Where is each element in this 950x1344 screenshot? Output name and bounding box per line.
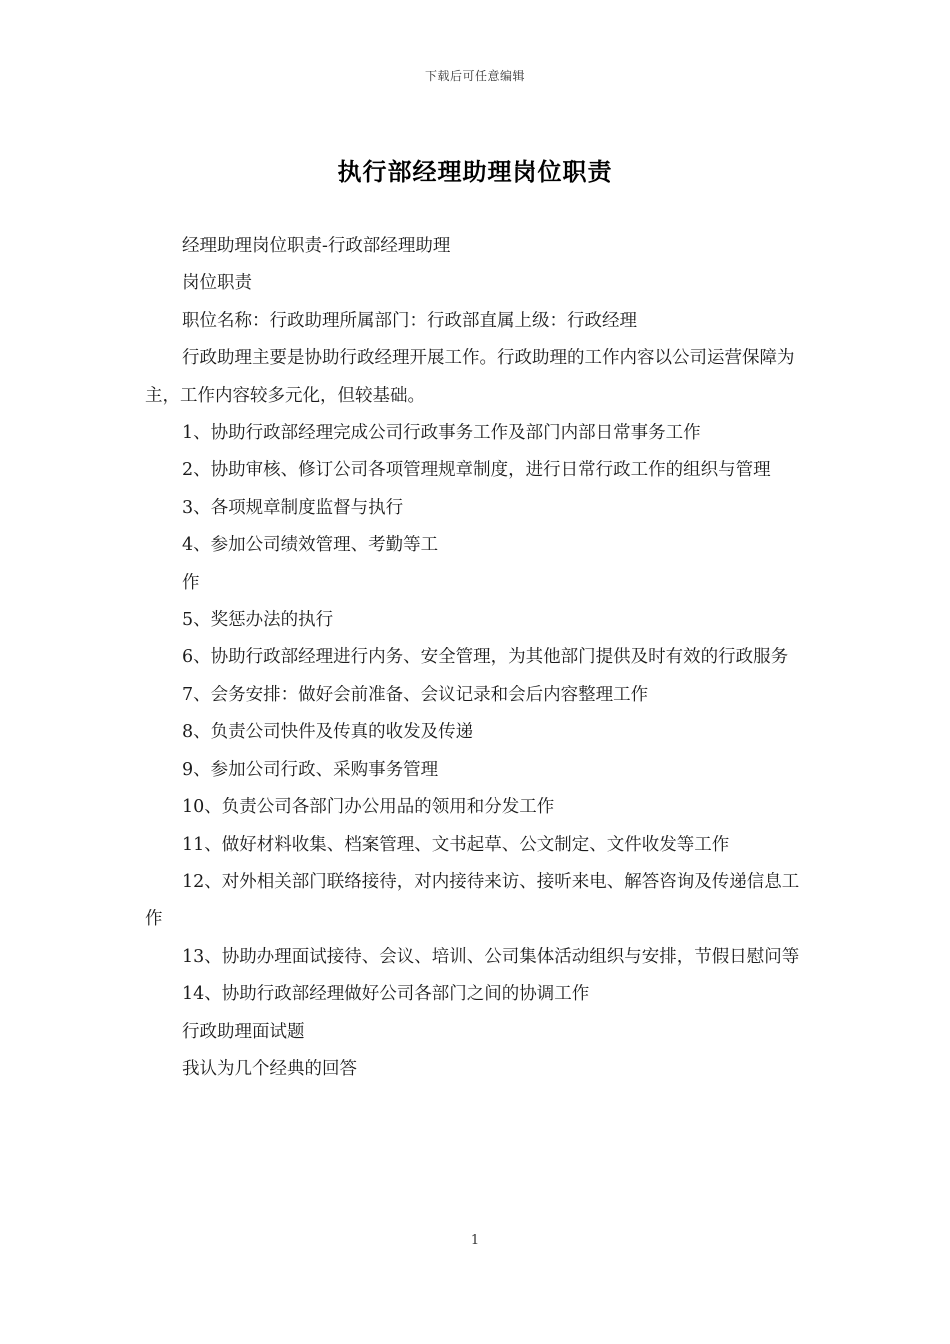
paragraph-section-heading: 岗位职责 bbox=[182, 273, 252, 294]
duty-item-2: 2、协助审核、修订公司各项管理规章制度，进行日常行政工作的组织与管理 bbox=[182, 460, 771, 481]
duty-item-4-continued: 作 bbox=[182, 572, 200, 593]
duty-item-4: 4、参加公司绩效管理、考勤等工 bbox=[182, 535, 439, 556]
paragraph-subtitle: 经理助理岗位职责-行政部经理助理 bbox=[182, 236, 451, 256]
page-number: 1 bbox=[470, 1233, 480, 1248]
document-body bbox=[145, 228, 810, 1088]
paragraph-interview-heading: 行政助理面试题 bbox=[182, 1021, 305, 1042]
paragraph-interview-intro: 我认为几个经典的回答 bbox=[182, 1058, 357, 1079]
duty-item-14: 14、协助行政部经理做好公司各部门之间的协调工作 bbox=[182, 984, 590, 1005]
duty-item-13: 13、协助办理面试接待、会议、培训、公司集体活动组织与安排，节假日慰问等 bbox=[182, 946, 800, 967]
duty-item-6: 6、协助行政部经理进行内务、安全管理，为其他部门提供及时有效的行政服务 bbox=[182, 647, 789, 668]
duty-item-5: 5、奖惩办法的执行 bbox=[182, 610, 334, 631]
duty-item-12: 12、对外相关部门联络接待，对内接待来访、接听来电、解答咨询及传递信息工作 bbox=[145, 871, 800, 930]
header-note: 下载后可任意编辑 bbox=[424, 69, 525, 83]
duty-item-1: 1、协助行政部经理完成公司行政事务工作及部门内部日常事务工作 bbox=[182, 423, 701, 444]
duty-item-8: 8、负责公司快件及传真的收发及传递 bbox=[182, 722, 474, 743]
duty-item-7: 7、会务安排：做好会前准备、会议记录和会后内容整理工作 bbox=[182, 684, 649, 705]
paragraph-intro: 行政助理主要是协助行政经理开展工作。行政助理的工作内容以公司运营保障为主，工作内容较多元化，但较基础。 bbox=[145, 348, 795, 406]
duty-item-3: 3、各项规章制度监督与执行 bbox=[182, 497, 404, 518]
duty-item-9: 9、参加公司行政、采购事务管理 bbox=[182, 759, 439, 780]
paragraph-position-info: 职位名称：行政助理所属部门：行政部直属上级：行政经理 bbox=[182, 310, 637, 331]
duty-item-10: 10、负责公司各部门办公用品的领用和分发工作 bbox=[182, 797, 555, 818]
document-title: 执行部经理助理岗位职责 bbox=[337, 157, 613, 186]
duty-item-11: 11、做好材料收集、档案管理、文书起草、公文制定、文件收发等工作 bbox=[182, 834, 730, 855]
